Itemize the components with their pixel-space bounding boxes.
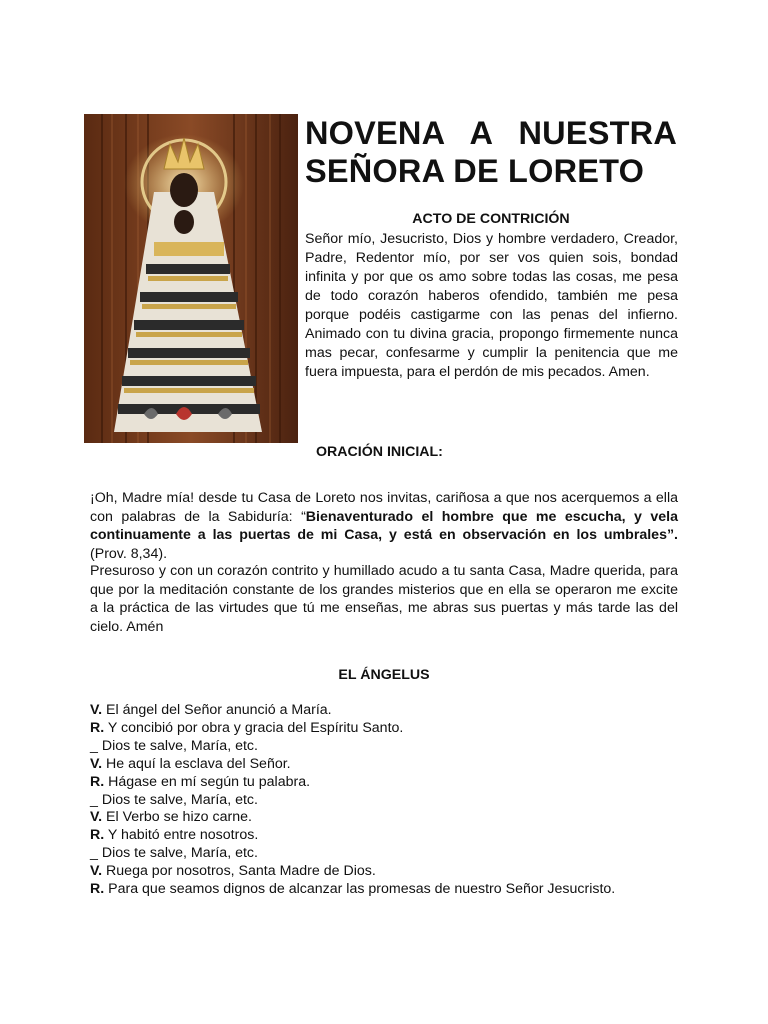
- acto-paragraph: Señor mío, Jesucristo, Dios y hombre verdadero, Creador, Padre, Redentor mío, por ser vos quien sois, bondad infinita y por que os amo sobre todas las cosas, me pesa de todo corazón haberos ofendido, también me pesa porque podéis castigarme con las penas del infierno. Animado con tu divina gracia, propongo firmemente nunca mas pecar, confesarme y cumplir la penitencia que me fuera impuesta, para el perdón de mis pecados. Amen.: [305, 231, 678, 380]
- angelus-text: El ángel del Señor anunció a María.: [102, 702, 332, 718]
- angelus-line: [90, 720, 690, 738]
- angelus-list: [90, 702, 690, 899]
- angelus-line: [90, 863, 690, 881]
- oracion-p1-quote: Bienaventurado el hombre que me escucha, y vela continuamente a las puertas de mi Casa, y está en observación en los umbrales”.: [90, 508, 679, 543]
- angelus-line: [90, 774, 690, 792]
- angelus-line: [90, 827, 690, 845]
- angelus-text: Y concibió por obra y gracia del Espíritu Santo.: [104, 719, 404, 736]
- angelus-marker: R.: [90, 773, 105, 790]
- angelus-text: Hágase en mí según tu palabra.: [104, 773, 311, 790]
- angelus-text: Y habitó entre nosotros.: [104, 827, 259, 844]
- angelus-line: [90, 792, 690, 810]
- angelus-text: He aquí la esclava del Señor.: [102, 755, 291, 772]
- angelus-marker: V.: [90, 809, 103, 826]
- angelus-line: [90, 702, 690, 720]
- angelus-line: [90, 756, 690, 774]
- oracion-p1-start: ¡Oh, Madre mía! desde tu Casa de Loreto nos invitas, cariñosa a que nos acerquemos a ella con palabras de la Sabiduría: “: [90, 490, 678, 525]
- angelus-marker: R.: [90, 827, 105, 844]
- angelus-text: Ruega por nosotros, Santa Madre de Dios.: [102, 863, 376, 880]
- angelus-line: [90, 809, 690, 827]
- oracion-paragraph-2: Presuroso y con un corazón contrito y humillado acudo a tu santa Casa, Madre querida, para que por la meditación constante de los grandes misterios que en ella se operaron me excite a la práctica de las virtudes que tú me enseñas, me abras sus puertas y más tarde las del cielo. Amén: [90, 563, 678, 635]
- angelus-text: _ Dios te salve, María, etc.: [90, 791, 258, 808]
- angelus-marker: V.: [90, 755, 103, 772]
- oracion-paragraph-1: [90, 489, 678, 563]
- title-line-2: SEÑORA DE LORETO: [305, 153, 645, 189]
- title-line-1: NOVENA A NUESTRA: [305, 115, 677, 151]
- oracion-p1-end: (Prov. 8,34).: [90, 545, 168, 562]
- angelus-marker: R.: [90, 719, 105, 736]
- angelus-heading: EL ÁNGELUS: [338, 667, 430, 683]
- angelus-text: Para que seamos dignos de alcanzar las promesas de nuestro Señor Jesucristo.: [104, 881, 616, 898]
- document-title: [305, 114, 677, 190]
- angelus-text: El Verbo se hizo carne.: [102, 809, 252, 826]
- angelus-line: [90, 881, 690, 899]
- oracion-heading: ORACIÓN INICIAL:: [316, 444, 443, 460]
- angelus-line: [90, 738, 690, 756]
- angelus-marker: R.: [90, 881, 105, 898]
- angelus-marker: V.: [90, 863, 103, 880]
- angelus-text: _ Dios te salve, María, etc.: [90, 845, 258, 862]
- angelus-line: [90, 845, 690, 863]
- angelus-text: _ Dios te salve, María, etc.: [90, 737, 258, 754]
- angelus-marker: V.: [90, 702, 103, 718]
- virgin-statue-image: [84, 114, 298, 443]
- acto-heading: ACTO DE CONTRICIÓN: [412, 211, 570, 227]
